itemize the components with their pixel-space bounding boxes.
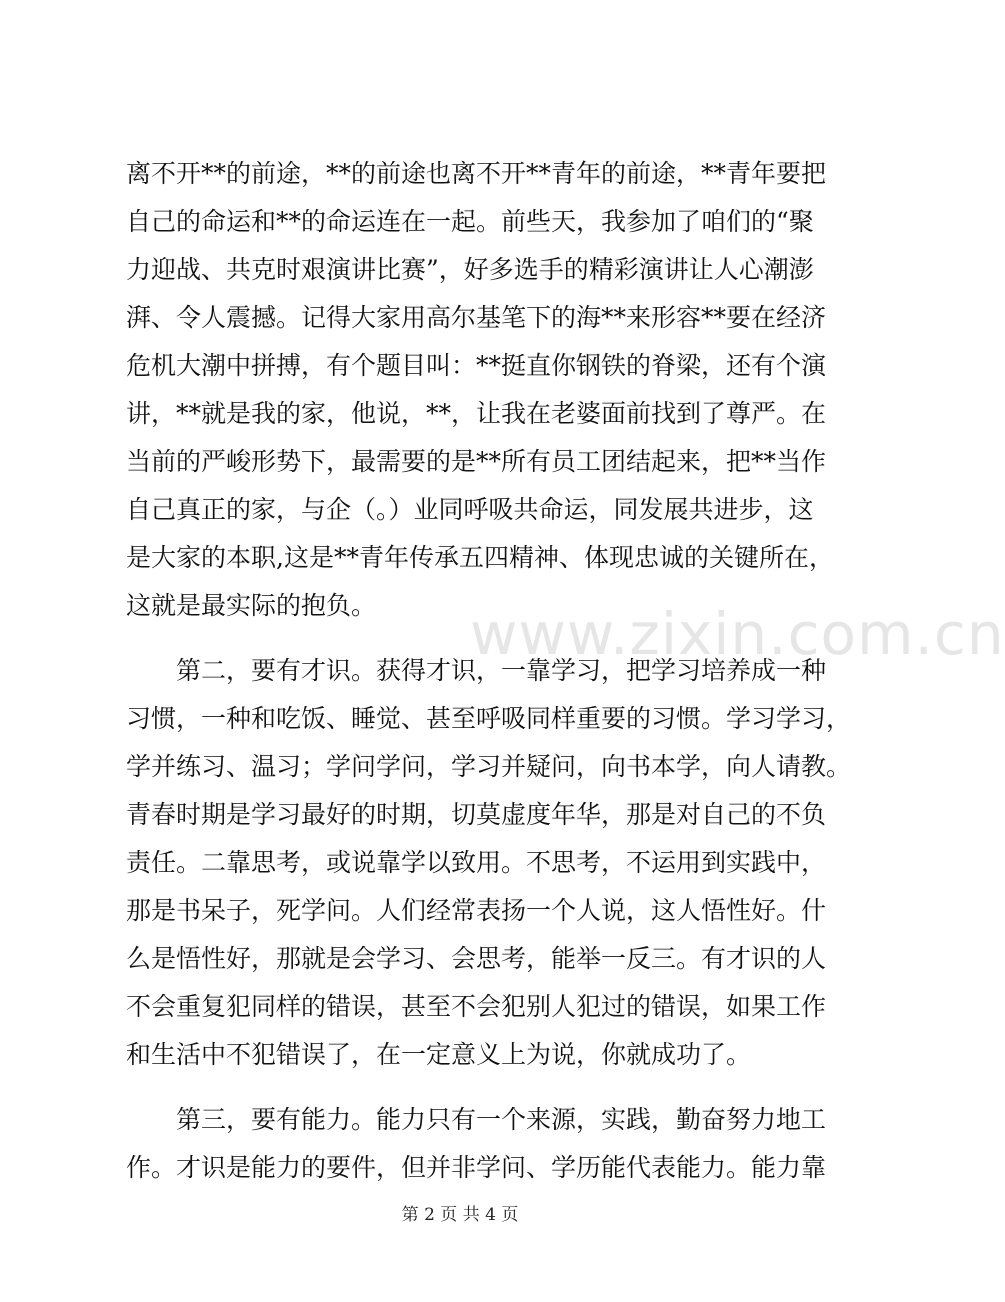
paragraph-1 (126, 150, 834, 630)
text-line: 学并练习、温习；学问学问，学习并疑问，向书本学，向人请教。 (126, 752, 852, 781)
text-line: 第三，要有能力。能力只有一个来源，实践，勤奋努力地工 (176, 1105, 827, 1134)
text-line: 是大家的本职,这是**青年传承五四精神、体现忠诚的关键所在， (126, 543, 834, 572)
text-line: 青春时期是学习最好的时期，切莫虚度年华，那是对自己的不负 (126, 800, 827, 829)
text-line: 力迎战、共克时艰演讲比赛”，好多选手的精彩演讲让人心潮澎 (126, 255, 814, 284)
text-line: 责任。二靠思考，或说靠学以致用。不思考，不运用到实践中， (126, 848, 827, 877)
text-line: 那是书呆子，死学问。人们经常表扬一个人说，这人悟性好。什 (126, 896, 827, 925)
text-line: 习惯，一种和吃饭、睡觉、甚至呼吸同样重要的习惯。学习学习， (126, 704, 852, 733)
text-line: 危机大潮中拼搏，有个题目叫：**挺直你钢铁的脊梁，还有个演 (126, 351, 827, 380)
text-line: 作。才识是能力的要件，但并非学问、学历能代表能力。能力靠 (126, 1153, 827, 1182)
paragraph-2 (126, 647, 852, 1079)
paragraph-spacer (126, 1079, 806, 1096)
text-line: 第二，要有才识。获得才识，一靠学习，把学习培养成一种 (176, 656, 827, 685)
watermark: www.zixin.com.cn (470, 600, 1005, 668)
text-line: 当前的严峻形势下，最需要的是**所有员工团结起来，把**当作 (126, 447, 827, 476)
text-line: 么是悟性好，那就是会学习、会思考，能举一反三。有才识的人 (126, 944, 827, 973)
text-line: 湃、令人震撼。记得大家用高尔基笔下的海**来形容**要在经济 (126, 303, 827, 332)
text-line: 这就是最实际的抱负。 (126, 591, 377, 620)
document-body (126, 150, 852, 1192)
text-line: 离不开**的前途，**的前途也离不开**青年的前途，**青年要把 (126, 159, 827, 188)
paragraph-3 (126, 1096, 827, 1192)
text-line: 和生活中不犯错误了，在一定意义上为说，你就成功了。 (126, 1040, 752, 1069)
paragraph-spacer (126, 630, 806, 647)
page-number-footer: 第 2 页 共 4 页 (401, 1205, 519, 1225)
text-line: 讲，**就是我的家，他说，**，让我在老婆面前找到了尊严。在 (126, 399, 827, 428)
text-line: 自己的命运和**的命运连在一起。前些天，我参加了咱们的“聚 (126, 207, 814, 236)
text-line: 自己真正的家，与企（。）业同呼吸共命运，同发展共进步，这 (126, 495, 814, 524)
text-line: 不会重复犯同样的错误，甚至不会犯别人犯过的错误，如果工作 (126, 992, 827, 1021)
